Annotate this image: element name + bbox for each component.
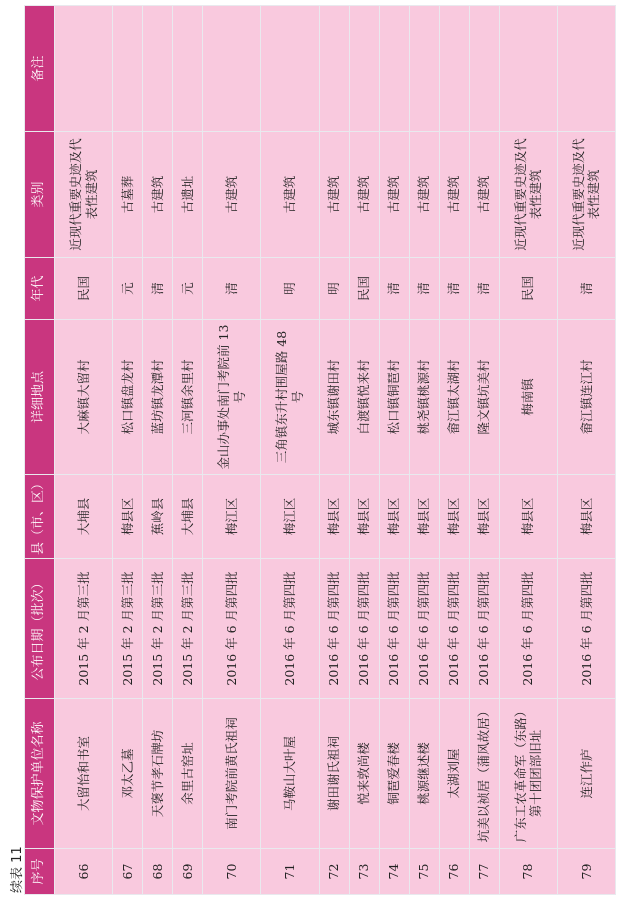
- col-header-era: 年代: [25, 258, 55, 320]
- cell-county: 大埔县: [173, 475, 203, 559]
- cell-date: 2015 年 2 月第三批: [143, 559, 173, 699]
- cell-remarks: [499, 6, 557, 132]
- cell-category: 近现代重要史迹及代表性建筑: [557, 132, 615, 258]
- cell-location: 松口镇盘龙村: [113, 320, 143, 475]
- cell-location: 三河镇余里村: [173, 320, 203, 475]
- cell-location: 三角镇东升村围屋路 48 号: [261, 320, 319, 475]
- col-header-name: 文物保护单位名称: [25, 699, 55, 849]
- cell-name: 太湖刘屋: [439, 699, 469, 849]
- cell-county: 梅县区: [113, 475, 143, 559]
- cell-location: 金山办事处南门考院前 13 号: [203, 320, 261, 475]
- col-header-remarks: 备注: [25, 6, 55, 132]
- cell-name: 连江作庐: [557, 699, 615, 849]
- cell-category: 古建筑: [349, 132, 379, 258]
- cell-date: 2015 年 2 月第三批: [113, 559, 143, 699]
- cell-era: 明: [319, 258, 349, 320]
- cell-date: 2016 年 6 月第四批: [439, 559, 469, 699]
- cell-index: 68: [143, 849, 173, 895]
- cell-index: 66: [55, 849, 113, 895]
- table-row: [55, 6, 113, 895]
- table-row: [409, 6, 439, 895]
- table-row: [173, 6, 203, 895]
- cell-name: 谢田谢氏祖祠: [319, 699, 349, 849]
- cell-date: 2016 年 6 月第四批: [261, 559, 319, 699]
- col-header-date: 公布日期（批次）: [25, 559, 55, 699]
- cell-category: 古建筑: [379, 132, 409, 258]
- col-header-location: 详细地点: [25, 320, 55, 475]
- cell-remarks: [261, 6, 319, 132]
- table-row: [319, 6, 349, 895]
- cell-index: 71: [261, 849, 319, 895]
- cell-era: 清: [143, 258, 173, 320]
- table-row: [439, 6, 469, 895]
- cell-remarks: [439, 6, 469, 132]
- cell-location: 大麻镇大留村: [55, 320, 113, 475]
- cell-index: 74: [379, 849, 409, 895]
- cell-county: 梅县区: [499, 475, 557, 559]
- cell-county: 梅县区: [409, 475, 439, 559]
- cell-name: 坑美以祯居（蒲风故居）: [469, 699, 499, 849]
- cell-era: 民国: [55, 258, 113, 320]
- table-row: [113, 6, 143, 895]
- col-header-county: 县（市、区）: [25, 475, 55, 559]
- cell-date: 2016 年 6 月第四批: [203, 559, 261, 699]
- cell-remarks: [349, 6, 379, 132]
- cell-remarks: [203, 6, 261, 132]
- cell-county: 蕉岭县: [143, 475, 173, 559]
- table-row: [557, 6, 615, 895]
- cell-date: 2016 年 6 月第四批: [469, 559, 499, 699]
- cell-category: 古建筑: [319, 132, 349, 258]
- cell-index: 79: [557, 849, 615, 895]
- table-row: [469, 6, 499, 895]
- cell-name: 南门考院前黄氏祖祠: [203, 699, 261, 849]
- cell-county: 大埔县: [55, 475, 113, 559]
- cell-index: 72: [319, 849, 349, 895]
- cell-location: 白渡镇悦来村: [349, 320, 379, 475]
- cell-name: 邓太乙墓: [113, 699, 143, 849]
- cell-index: 76: [439, 849, 469, 895]
- cell-location: 蓝坊镇龙潭村: [143, 320, 173, 475]
- cell-category: 古墓葬: [113, 132, 143, 258]
- cell-index: 67: [113, 849, 143, 895]
- cell-name: 悦来敦尚楼: [349, 699, 379, 849]
- cell-era: 清: [379, 258, 409, 320]
- cell-era: 清: [203, 258, 261, 320]
- cell-remarks: [409, 6, 439, 132]
- table-row: [499, 6, 557, 895]
- cell-category: 古建筑: [143, 132, 173, 258]
- cell-category: 近现代重要史迹及代表性建筑: [499, 132, 557, 258]
- cell-category: 古建筑: [261, 132, 319, 258]
- col-header-category: 类别: [25, 132, 55, 258]
- cell-location: 松口镇铜琶村: [379, 320, 409, 475]
- cell-remarks: [113, 6, 143, 132]
- cell-era: 元: [173, 258, 203, 320]
- cell-location: 隆文镇坑美村: [469, 320, 499, 475]
- cell-county: 梅江区: [203, 475, 261, 559]
- cell-era: 元: [113, 258, 143, 320]
- cell-date: 2016 年 6 月第四批: [379, 559, 409, 699]
- col-header-index: 序号: [25, 849, 55, 895]
- cell-category: 古建筑: [409, 132, 439, 258]
- cell-location: 城东镇谢田村: [319, 320, 349, 475]
- cell-date: 2015 年 2 月第三批: [55, 559, 113, 699]
- cell-era: 清: [469, 258, 499, 320]
- cell-county: 梅县区: [557, 475, 615, 559]
- table-row: [143, 6, 173, 895]
- cell-name: 大留怡和书室: [55, 699, 113, 849]
- cell-name: 桃源继述楼: [409, 699, 439, 849]
- cell-index: 70: [203, 849, 261, 895]
- table-row: [349, 6, 379, 895]
- cell-index: 73: [349, 849, 379, 895]
- cell-county: 梅县区: [469, 475, 499, 559]
- cell-name: 广东工农革命军（东路）第十团团部旧址: [499, 699, 557, 849]
- cell-index: 75: [409, 849, 439, 895]
- cell-name: 铜琶爱春楼: [379, 699, 409, 849]
- cell-category: 古遗址: [173, 132, 203, 258]
- cell-remarks: [143, 6, 173, 132]
- table-caption: 续表 11: [10, 846, 25, 893]
- cell-date: 2016 年 6 月第四批: [557, 559, 615, 699]
- cell-county: 梅县区: [379, 475, 409, 559]
- cell-date: 2016 年 6 月第四批: [499, 559, 557, 699]
- cell-county: 梅县区: [439, 475, 469, 559]
- cell-remarks: [173, 6, 203, 132]
- table-row: [379, 6, 409, 895]
- cell-name: 天褒节孝石牌坊: [143, 699, 173, 849]
- cell-category: 古建筑: [203, 132, 261, 258]
- cell-name: 马鞍山大叶屋: [261, 699, 319, 849]
- cell-era: 清: [557, 258, 615, 320]
- cell-remarks: [469, 6, 499, 132]
- cell-remarks: [379, 6, 409, 132]
- cell-category: 古建筑: [439, 132, 469, 258]
- cell-remarks: [557, 6, 615, 132]
- cell-era: 明: [261, 258, 319, 320]
- cell-category: 古建筑: [469, 132, 499, 258]
- cell-era: 民国: [499, 258, 557, 320]
- cell-era: 清: [439, 258, 469, 320]
- cell-location: 梅南镇: [499, 320, 557, 475]
- cell-location: 畲江镇太湖村: [439, 320, 469, 475]
- table-row: [261, 6, 319, 895]
- cell-county: 梅县区: [319, 475, 349, 559]
- cell-county: 梅县区: [349, 475, 379, 559]
- cell-remarks: [319, 6, 349, 132]
- cell-index: 77: [469, 849, 499, 895]
- cell-name: 余里古窑址: [173, 699, 203, 849]
- cell-county: 梅江区: [261, 475, 319, 559]
- header-row: [25, 6, 55, 895]
- cell-era: 民国: [349, 258, 379, 320]
- cell-index: 69: [173, 849, 203, 895]
- heritage-table: [24, 5, 616, 895]
- cell-date: 2015 年 2 月第三批: [173, 559, 203, 699]
- cell-remarks: [55, 6, 113, 132]
- table-row: [203, 6, 261, 895]
- cell-date: 2016 年 6 月第四批: [319, 559, 349, 699]
- cell-location: 畲江镇连江村: [557, 320, 615, 475]
- cell-date: 2016 年 6 月第四批: [349, 559, 379, 699]
- cell-index: 78: [499, 849, 557, 895]
- cell-date: 2016 年 6 月第四批: [409, 559, 439, 699]
- cell-era: 清: [409, 258, 439, 320]
- cell-location: 桃尧镇桃源村: [409, 320, 439, 475]
- cell-category: 近现代重要史迹及代表性建筑: [55, 132, 113, 258]
